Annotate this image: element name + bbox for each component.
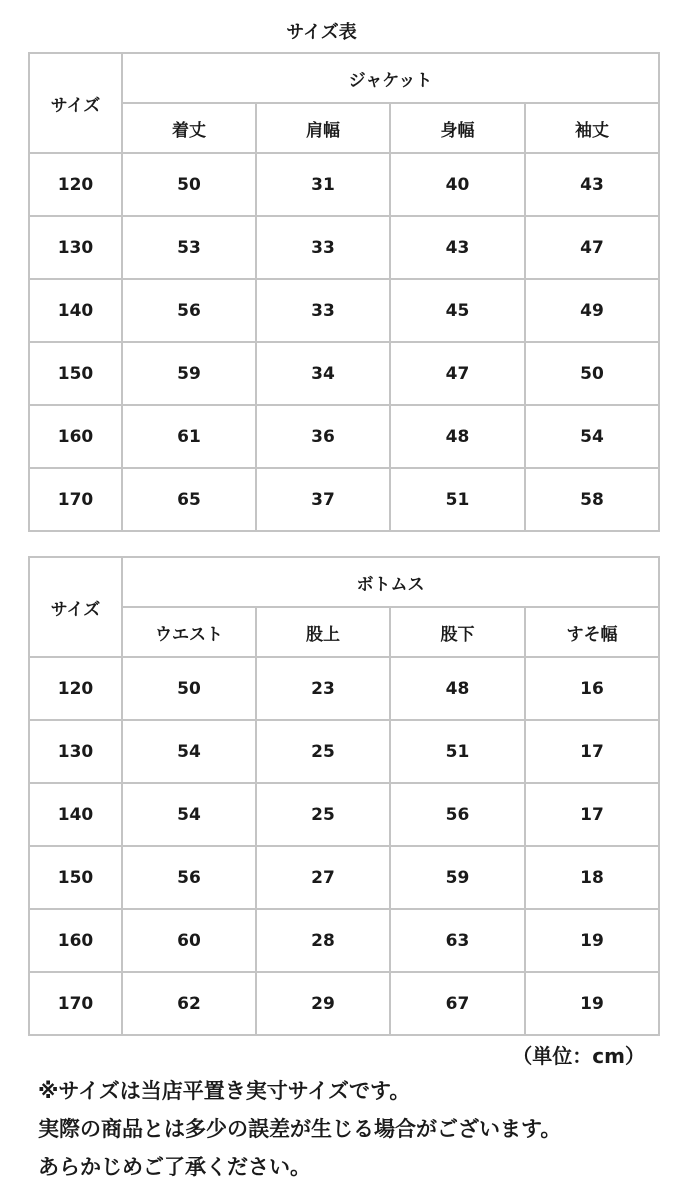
table-row	[29, 279, 659, 342]
table-row	[29, 216, 659, 279]
value-cell: 63	[390, 909, 525, 972]
value-cell: 48	[390, 405, 525, 468]
column-header: すそ幅	[525, 607, 659, 657]
value-cell: 61	[122, 405, 256, 468]
value-cell: 23	[256, 657, 390, 720]
size-cell: 170	[29, 972, 122, 1035]
value-cell: 50	[525, 342, 659, 405]
value-cell: 51	[390, 468, 525, 531]
column-header: 股上	[256, 607, 390, 657]
size-cell: 120	[29, 657, 122, 720]
value-cell: 31	[256, 153, 390, 216]
table-row	[29, 153, 659, 216]
value-cell: 53	[122, 216, 256, 279]
value-cell: 47	[525, 216, 659, 279]
value-cell: 60	[122, 909, 256, 972]
size-cell: 140	[29, 279, 122, 342]
value-cell: 43	[390, 216, 525, 279]
size-cell: 120	[29, 153, 122, 216]
table-row	[29, 468, 659, 531]
value-cell: 50	[122, 657, 256, 720]
column-header: 肩幅	[256, 103, 390, 153]
value-cell: 29	[256, 972, 390, 1035]
value-cell: 16	[525, 657, 659, 720]
size-header: サイズ	[29, 53, 122, 153]
column-header: ウエスト	[122, 607, 256, 657]
value-cell: 27	[256, 846, 390, 909]
size-cell: 160	[29, 909, 122, 972]
size-cell: 160	[29, 405, 122, 468]
note-line: 実際の商品とは多少の誤差が生じる場合がございます。	[38, 1117, 562, 1141]
jacket-group-header: ジャケット	[122, 53, 659, 103]
value-cell: 18	[525, 846, 659, 909]
table-row	[29, 405, 659, 468]
table-row	[29, 909, 659, 972]
size-cell: 150	[29, 846, 122, 909]
bottoms-group-header: ボトムス	[122, 557, 659, 607]
size-cell: 130	[29, 720, 122, 783]
value-cell: 51	[390, 720, 525, 783]
value-cell: 25	[256, 783, 390, 846]
value-cell: 19	[525, 972, 659, 1035]
value-cell: 59	[122, 342, 256, 405]
value-cell: 43	[525, 153, 659, 216]
value-cell: 58	[525, 468, 659, 531]
bottoms-size-table	[28, 556, 660, 1036]
value-cell: 48	[390, 657, 525, 720]
table-row	[29, 846, 659, 909]
value-cell: 54	[525, 405, 659, 468]
value-cell: 33	[256, 279, 390, 342]
value-cell: 49	[525, 279, 659, 342]
column-header: 着丈	[122, 103, 256, 153]
value-cell: 45	[390, 279, 525, 342]
note-line: ※サイズは当店平置き実寸サイズです。	[38, 1079, 411, 1103]
value-cell: 34	[256, 342, 390, 405]
column-header: 袖丈	[525, 103, 659, 153]
value-cell: 19	[525, 909, 659, 972]
size-cell: 170	[29, 468, 122, 531]
value-cell: 28	[256, 909, 390, 972]
unit-label: （単位：cm）	[512, 1044, 645, 1068]
value-cell: 25	[256, 720, 390, 783]
value-cell: 37	[256, 468, 390, 531]
value-cell: 59	[390, 846, 525, 909]
value-cell: 47	[390, 342, 525, 405]
size-header: サイズ	[29, 557, 122, 657]
jacket-size-table	[28, 52, 660, 532]
value-cell: 54	[122, 783, 256, 846]
table-row	[29, 342, 659, 405]
page-title: サイズ表	[286, 22, 357, 43]
value-cell: 36	[256, 405, 390, 468]
value-cell: 56	[122, 846, 256, 909]
value-cell: 17	[525, 720, 659, 783]
table-row	[29, 972, 659, 1035]
value-cell: 54	[122, 720, 256, 783]
value-cell: 62	[122, 972, 256, 1035]
size-cell: 130	[29, 216, 122, 279]
column-header: 身幅	[390, 103, 525, 153]
table-row	[29, 720, 659, 783]
value-cell: 65	[122, 468, 256, 531]
table-row	[29, 783, 659, 846]
value-cell: 33	[256, 216, 390, 279]
size-cell: 150	[29, 342, 122, 405]
column-header: 股下	[390, 607, 525, 657]
value-cell: 50	[122, 153, 256, 216]
value-cell: 40	[390, 153, 525, 216]
value-cell: 56	[390, 783, 525, 846]
notes	[38, 1072, 561, 1186]
table-row	[29, 657, 659, 720]
value-cell: 67	[390, 972, 525, 1035]
value-cell: 17	[525, 783, 659, 846]
note-line: あらかじめご了承ください。	[38, 1155, 311, 1179]
size-cell: 140	[29, 783, 122, 846]
value-cell: 56	[122, 279, 256, 342]
